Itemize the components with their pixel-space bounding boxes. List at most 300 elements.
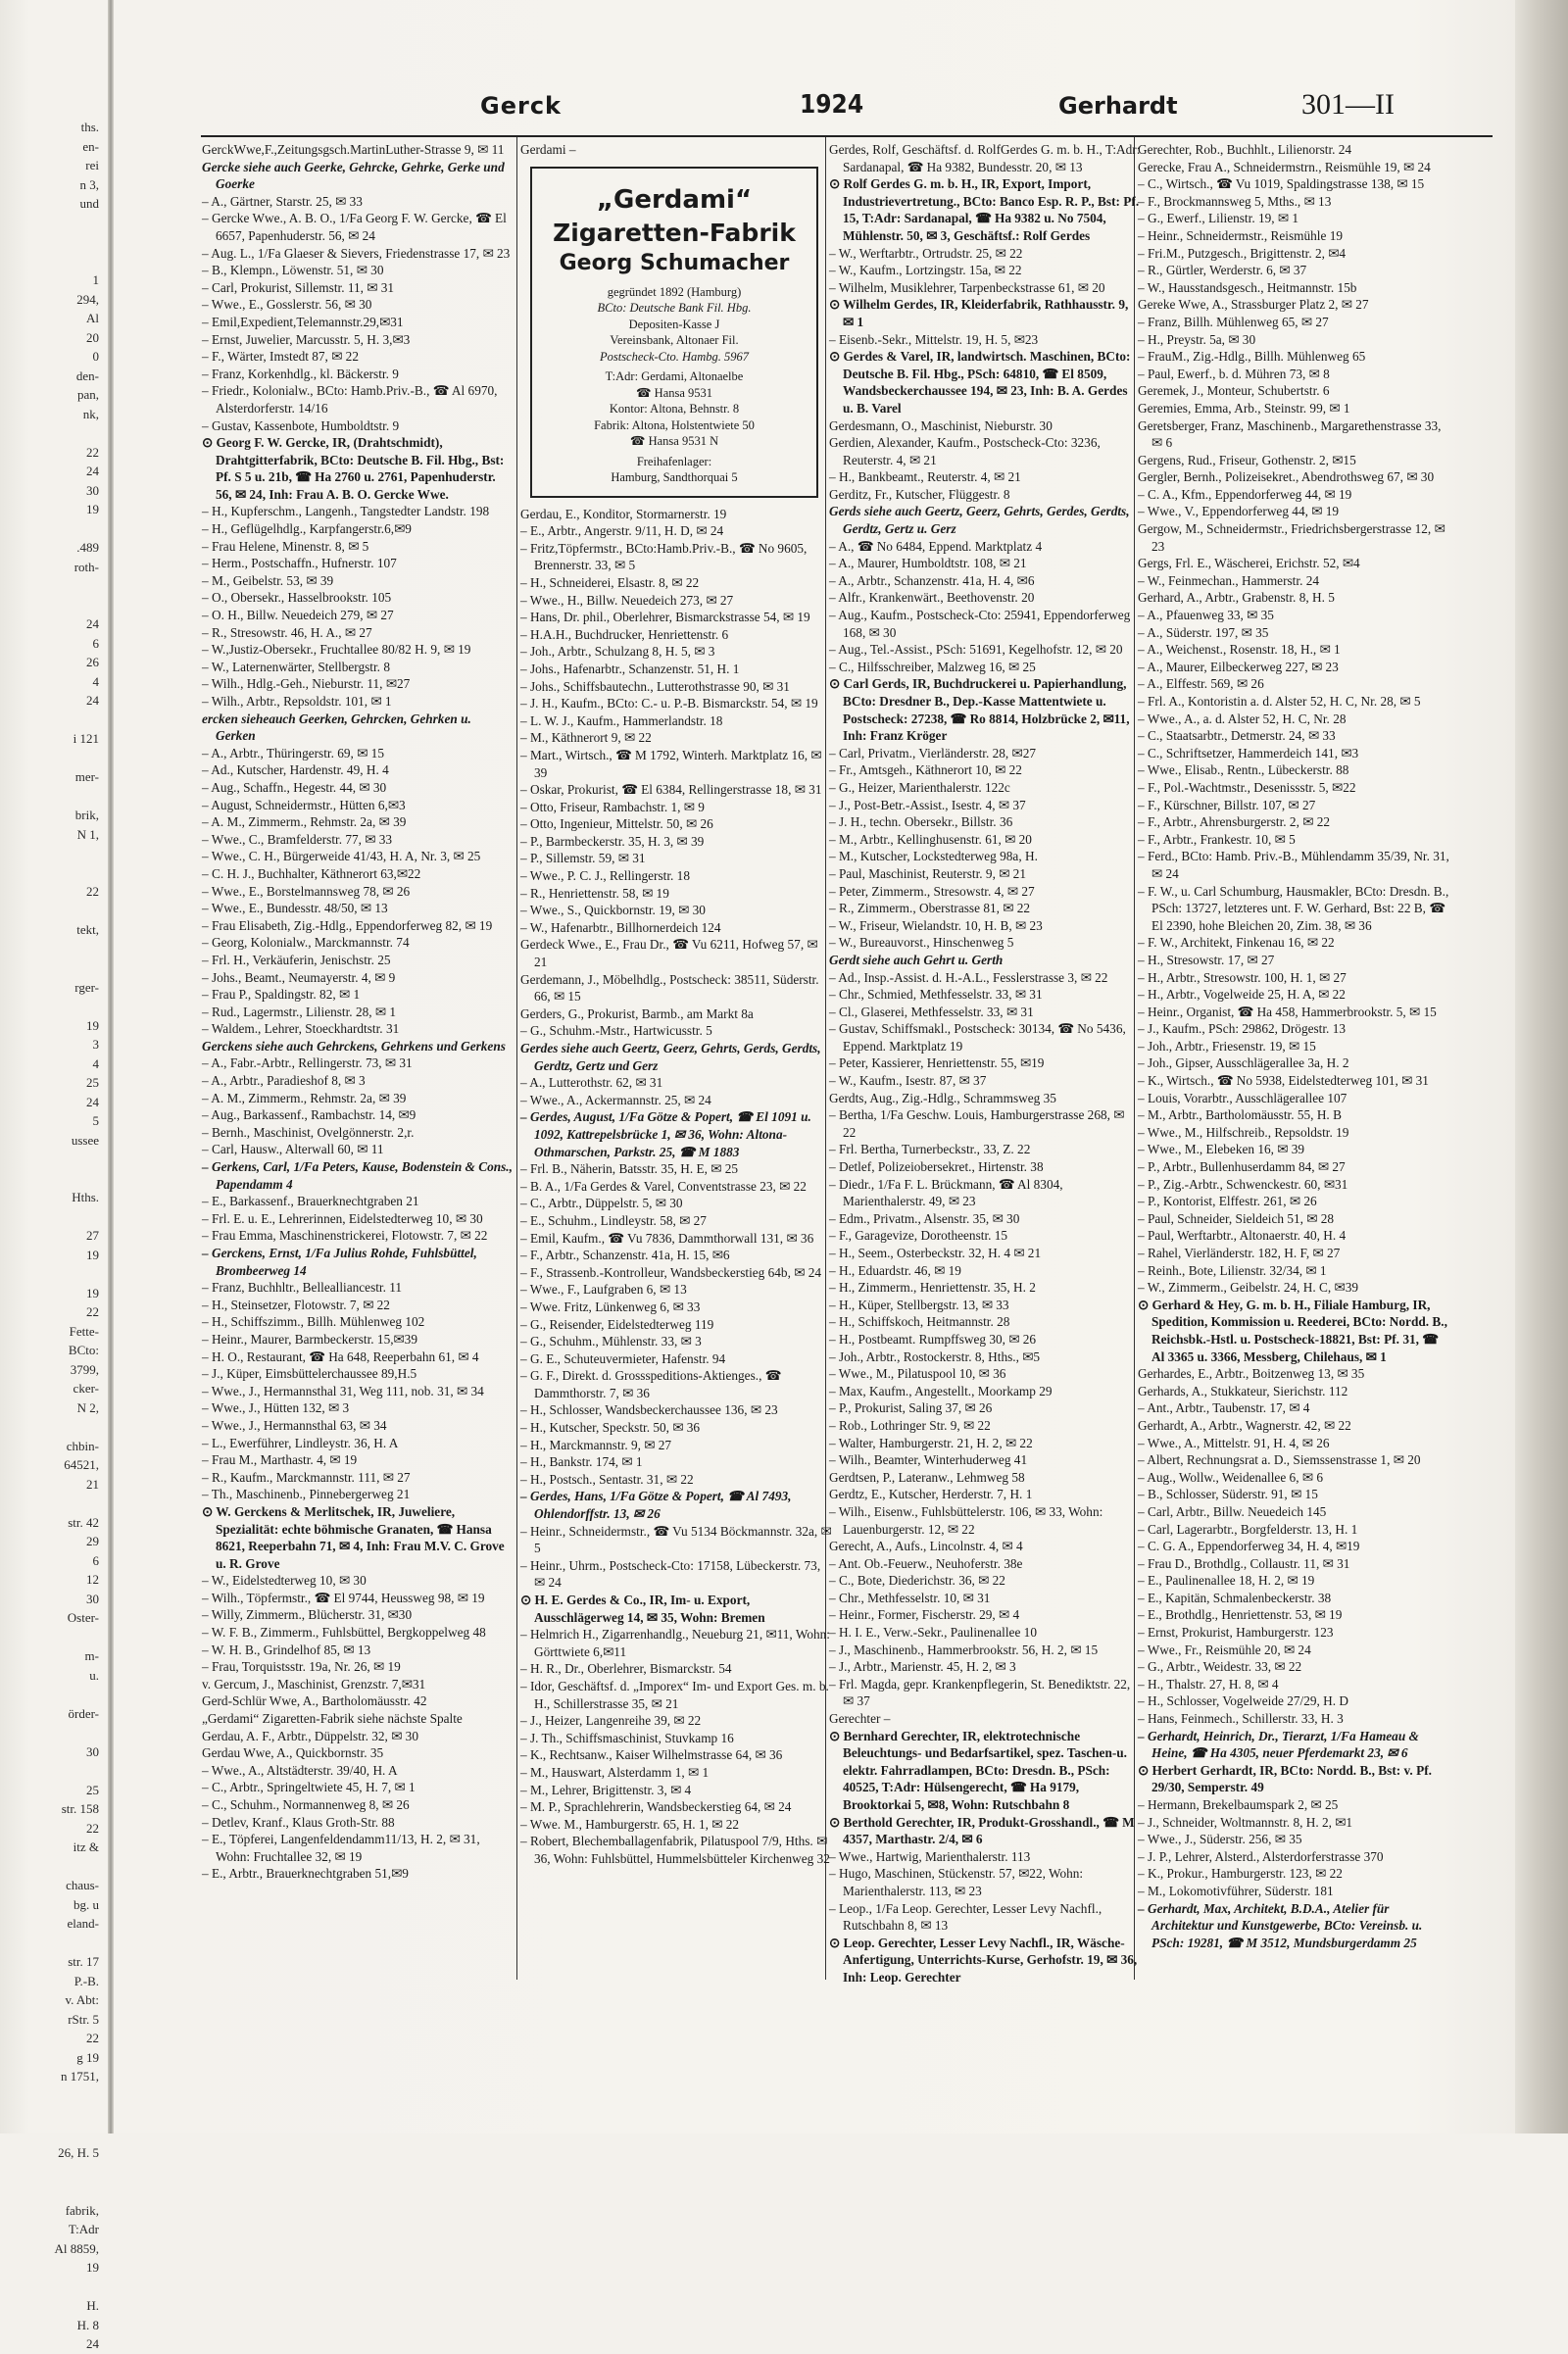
directory-entry: – L. W. J., Kaufm., Hammerlandstr. 18	[520, 712, 723, 728]
directory-entry: Gerditz, Fr., Kutscher, Flüggestr. 8	[829, 486, 1010, 502]
directory-entry: – A., Maurer, Humboldtstr. 108, ✉ 21	[829, 556, 1027, 571]
directory-entry: – Chr., Schmied, Methfesselstr. 33, ✉ 31	[829, 987, 1043, 1003]
left-fragment-line	[0, 232, 103, 252]
left-fragment-line: Fette-	[69, 1323, 99, 1339]
directory-entry: – Wwe., Fr., Reismühle 20, ✉ 24	[1138, 1642, 1311, 1657]
directory-entry: – A., Elffestr. 569, ✉ 26	[1138, 676, 1264, 692]
directory-entry: – Wwe., J., Hütten 132, ✉ 3	[202, 1400, 350, 1416]
left-fragment-line: brik,	[74, 808, 99, 822]
directory-entry: – Diedr., 1/Fa F. L. Brückmann, ☎ Al 8304, Marienthalerstr. 49, ✉ 23	[829, 1176, 1063, 1209]
directory-column-4	[1138, 141, 1449, 1974]
directory-entry: – Peter, Zimmerm., Stresowstr. 4, ✉ 27	[829, 883, 1035, 899]
directory-entry: – A., Arbtr., Paradieshof 8, ✉ 3	[202, 1073, 366, 1089]
directory-entry: – C., Bote, Diederichstr. 36, ✉ 22	[829, 1573, 1005, 1589]
left-fragment-line: m-	[84, 1648, 99, 1663]
directory-entry: – W., Hafenarbtr., Billhornerdeich 124	[520, 919, 721, 935]
directory-entry: – J. H., techn. Obersekr., Billstr. 36	[829, 814, 1013, 830]
directory-entry: – C. H. J., Buchhalter, Käthnerort 63,✉22	[202, 865, 421, 881]
directory-entry: – Carl, Privatm., Vierländerstr. 28, ✉27	[829, 745, 1036, 760]
directory-entry: – Walter, Hamburgerstr. 21, H. 2, ✉ 22	[829, 1435, 1033, 1450]
left-fragment-line	[0, 1169, 103, 1189]
directory-entry: – C., Arbtr., Springeltwiete 45, H. 7, ✉ 1	[202, 1780, 416, 1795]
left-fragment-line: den-	[75, 368, 99, 383]
left-fragment-line: 6	[92, 635, 99, 651]
directory-column-1	[202, 141, 514, 1974]
directory-entry: – Willy, Zimmerm., Blücherstr. 31, ✉30	[202, 1607, 413, 1623]
directory-entry: – Frau Emma, Maschinenstrickerei, Flotowstr. 7, ✉ 22	[202, 1228, 488, 1244]
directory-entry: – E., Brothdlg., Henriettenstr. 53, ✉ 19	[1138, 1607, 1343, 1623]
directory-entry: Gercke siehe auch Geerke, Gehrcke, Gehrke, Gerke und Goerke	[202, 159, 505, 192]
directory-entry: Gerechter, Rob., Buchhlt., Lilienorstr. 24	[1138, 142, 1352, 157]
directory-entry: Gerdemann, J., Möbelhdlg., Postscheck: 38511, Süderstr. 66, ✉ 15	[520, 971, 819, 1005]
directory-entry: – R., Zimmerm., Oberstrasse 81, ✉ 22	[829, 901, 1031, 916]
directory-entry: – B., Klempn., Löwenstr. 51, ✉ 30	[202, 263, 384, 278]
directory-entry: – Frl. E. u. E., Lehrerinnen, Eidelstedterweg 10, ✉ 30	[202, 1210, 483, 1226]
directory-entry: Gergow, M., Schneidermstr., Friedrichsbergerstrasse 12, ✉ 23	[1138, 521, 1446, 554]
directory-entry: – Carl, Prokurist, Sillemstr. 11, ✉ 31	[202, 279, 395, 295]
left-fragment-line: 5	[92, 1113, 99, 1128]
directory-entry: Gerhardt, A., Arbtr., Wagnerstr. 42, ✉ 22	[1138, 1417, 1351, 1433]
directory-entry: – W. H. B., Grindelhof 85, ✉ 13	[202, 1642, 371, 1657]
directory-entry: – H. R., Dr., Oberlehrer, Bismarckstr. 54	[520, 1661, 732, 1677]
directory-entry: – W.,Justiz-Obersekr., Fruchtallee 80/82 H. 9, ✉ 19	[202, 642, 471, 658]
left-fragment-line: rStr. 5	[68, 2011, 99, 2027]
directory-entry: – W., Eidelstedterweg 10, ✉ 30	[202, 1573, 367, 1589]
directory-entry: – Ant., Arbtr., Taubenstr. 17, ✉ 4	[1138, 1400, 1310, 1416]
directory-entry: – Hermann, Brekelbaumspark 2, ✉ 25	[1138, 1797, 1339, 1812]
directory-entry: – Franz, Buchhltr., Bellealliancestr. 11	[202, 1280, 403, 1296]
left-fragment-line: 20	[86, 329, 99, 345]
directory-entry: – H., Schlosser, Wandsbeckerchaussee 136, ✉ 23	[520, 1402, 778, 1418]
directory-entry: – G. F., Direkt. d. Grossspeditions-Aktienges., ☎ Dammthorstr. 7, ✉ 36	[520, 1368, 782, 1400]
directory-entry: – Oskar, Prokurist, ☎ El 6384, Rellingerstrasse 18, ✉ 31	[520, 782, 822, 798]
left-fragment-line	[0, 2086, 103, 2106]
directory-entry: – H. I. E., Verw.-Sekr., Paulinenallee 10	[829, 1625, 1037, 1641]
directory-entry: – G. E., Schuteuvermieter, Hafenstr. 94	[520, 1350, 726, 1366]
directory-entry: – Rob., Lothringer Str. 9, ✉ 22	[829, 1417, 991, 1433]
directory-entry: Gerecht, A., Aufs., Lincolnstr. 4, ✉ 4	[829, 1539, 1023, 1554]
directory-entry: – F., Brockmannsweg 5, Mths., ✉ 13	[1138, 193, 1332, 209]
directory-entry: – Fritz,Töpfermstr., BCto:Hamb.Priv.-B., ☎ No 9605, Brennerstr. 33, ✉ 5	[520, 540, 808, 573]
directory-entry: – Johs., Schiffsbautechn., Lutterothstrasse 90, ✉ 31	[520, 678, 790, 694]
directory-entry: Gerhardes, E., Arbtr., Boitzenweg 13, ✉ 35	[1138, 1366, 1365, 1382]
directory-entry: – Georg, Kolonialw., Marckmannstr. 74	[202, 935, 410, 951]
directory-entry: – Herm., Postschaffn., Hufnerstr. 107	[202, 556, 397, 571]
directory-entry: – C., Wirtsch., ☎ Vu 1019, Spaldingstrasse 138, ✉ 15	[1138, 176, 1425, 192]
directory-entry: – Franz, Korkenhdlg., kl. Bäckerstr. 9	[202, 366, 399, 381]
directory-entry: – H., Steinsetzer, Flotowstr. 7, ✉ 22	[202, 1297, 390, 1312]
directory-entry: Gerdes, Rolf, Geschäftsf. d. RolfGerdes G. m. b. H., T:Adr: Sardanapal, ☎ Ha 9382, Bundesstr. 20, ✉ 13	[829, 142, 1141, 174]
directory-entry: – Franz, Billh. Mühlenweg 65, ✉ 27	[1138, 314, 1329, 329]
left-fragment-line	[0, 787, 103, 807]
directory-entry: – Alfr., Krankenwärt., Beethovenstr. 20	[829, 590, 1035, 606]
left-fragment-line: N 2,	[76, 1399, 99, 1415]
directory-entry: Gerechter –	[829, 1711, 891, 1727]
left-fragment-line: 25	[86, 1782, 99, 1797]
directory-entry: – F., Kürschner, Billstr. 107, ✉ 27	[1138, 797, 1316, 812]
directory-entry: – Wwe., C. H., Bürgerweide 41/43, H. A, Nr. 3, ✉ 25	[202, 849, 481, 864]
left-fragment-line: 22	[86, 444, 99, 460]
directory-entry: – E., Barkassenf., Brauerknechtgraben 21	[202, 1194, 419, 1209]
left-fragment-line	[0, 997, 103, 1016]
directory-entry: – Frl. H., Verkäuferin, Jenischstr. 25	[202, 952, 391, 967]
directory-entry: – Frl. Magda, gepr. Krankenpflegerin, St. Benediktstr. 22, ✉ 37	[829, 1676, 1131, 1709]
left-fragment-line	[0, 1628, 103, 1647]
directory-entry: – H., Arbtr., Stresowstr. 100, H. 1, ✉ 27	[1138, 969, 1347, 985]
directory-entry: – Joh., Arbtr., Rostockerstr. 8, Hths., ✉5	[829, 1349, 1041, 1364]
directory-entry: – W., Laternenwärter, Stellbergstr. 8	[202, 659, 390, 674]
directory-entry: – J., Schneider, Woltmannstr. 8, H. 2, ✉1	[1138, 1814, 1353, 1830]
directory-entry: – Ernst, Juwelier, Marcusstr. 5, H. 3,✉3	[202, 331, 411, 347]
directory-entry: – F. W., Architekt, Finkenau 16, ✉ 22	[1138, 935, 1335, 951]
directory-entry: – Ernst, Prokurist, Hamburgerstr. 123	[1138, 1625, 1334, 1641]
left-fragment-line: 30	[86, 482, 99, 498]
directory-entry: – Wwe. Fritz, Lünkenweg 6, ✉ 33	[520, 1299, 701, 1314]
directory-entry: – Gerdes, Hans, 1/Fa Götze & Popert, ☎ Al 7493, Ohlendorffstr. 13, ✉ 26	[520, 1489, 792, 1522]
left-fragment-line: T:Adr	[68, 2222, 99, 2236]
directory-entry: – Wilhelm, Musiklehrer, Tarpenbeckstrasse 61, ✉ 20	[829, 279, 1105, 295]
directory-entry: – H., Geflügelhdlg., Karpfangerstr.6,✉9	[202, 521, 412, 537]
directory-entry: – M., Hauswart, Alsterdamm 1, ✉ 1	[520, 1764, 710, 1780]
directory-entry: – Rahel, Vierländerstr. 182, H. F, ✉ 27	[1138, 1246, 1341, 1260]
directory-entry: Gerdesmann, O., Maschinist, Nieburstr. 30	[829, 417, 1053, 433]
directory-entry: – W., Zimmerm., Geibelstr. 24, H. C, ✉39	[1138, 1280, 1358, 1296]
left-fragment-line: str. 42	[68, 1514, 99, 1530]
left-fragment-line: 3	[92, 1037, 99, 1052]
directory-entry: – Max, Kaufm., Angestellt., Moorkamp 29	[829, 1383, 1053, 1398]
directory-entry: – W., Feinmechan., Hammerstr. 24	[1138, 572, 1320, 588]
directory-entry: – Wwe., Hartwig, Marienthalerstr. 113	[829, 1848, 1031, 1864]
directory-entry: – Cl., Glaserei, Methfesselstr. 33, ✉ 31	[829, 1004, 1034, 1019]
directory-entry: – Aug., Barkassenf., Rambachstr. 14, ✉9	[202, 1107, 416, 1123]
left-fragment-line	[0, 2278, 103, 2297]
directory-entry: – Joh., Gipser, Ausschlägerallee 3a, H. 2	[1138, 1055, 1349, 1071]
directory-entry: – H., Eduardstr. 46, ✉ 19	[829, 1262, 961, 1278]
directory-entry: – Johs., Beamt., Neumayerstr. 4, ✉ 9	[202, 969, 396, 985]
directory-entry: – A., ☎ No 6484, Eppend. Marktplatz 4	[829, 538, 1043, 554]
directory-entry: – J. Th., Schiffsmaschinist, Stuvkamp 16	[520, 1730, 734, 1745]
directory-entry: Gerdeck Wwe., E., Frau Dr., ☎ Vu 6211, Hofweg 57, ✉ 21	[520, 937, 818, 970]
left-fragment-line: Oster-	[67, 1610, 99, 1625]
left-fragment-line: 1	[92, 272, 99, 287]
directory-entry: – Rud., Lagermstr., Lilienstr. 28, ✉ 1	[202, 1004, 397, 1019]
directory-entry: – F., Arbtr., Schanzenstr. 41a, H. 15, ✉6	[520, 1248, 730, 1263]
directory-entry: – Heinr., Schneidermstr., ☎ Vu 5134 Böckmannstr. 32a, ✉ 5	[520, 1523, 832, 1556]
directory-entry: – G., Arbtr., Weidestr. 33, ✉ 22	[1138, 1659, 1302, 1675]
directory-entry: Gerdien, Alexander, Kaufm., Postscheck-Cto: 3236, Reuterstr. 4, ✉ 21	[829, 435, 1101, 467]
left-fragment-line: 30	[86, 1591, 99, 1606]
directory-entry: – H., Preystr. 5a, ✉ 30	[1138, 331, 1256, 347]
directory-entry: – H., Marckmannstr. 9, ✉ 27	[520, 1437, 672, 1452]
left-fragment-line: 22	[86, 884, 99, 899]
directory-entry: – Ferd., BCto: Hamb. Priv.-B., Mühlendamm 35/39, Nr. 31, ✉ 24	[1138, 849, 1449, 881]
directory-entry: – C. A., Kfm., Eppendorferweg 44, ✉ 19	[1138, 486, 1352, 502]
left-fragment-line: 29	[86, 1534, 99, 1548]
directory-entry: – Gerhardt, Max, Architekt, B.D.A., Atelier für Architektur und Kunstgewerbe, BCto: Vereinsb. u. PSch: 19281, ☎ M 3512, Mundsburgerdamm 25	[1138, 1900, 1423, 1950]
directory-entry: – Wwe., M., Pilatuspool 10, ✉ 36	[829, 1366, 1006, 1382]
left-fragment-line: str. 17	[68, 1954, 99, 1969]
directory-entry: – E., Töpferei, Langenfeldendamm11/13, H. 2, ✉ 31, Wohn: Fruchtallee 32, ✉ 19	[202, 1832, 480, 1864]
directory-entry: – W., Kaufm., Lortzingstr. 15a, ✉ 22	[829, 263, 1022, 278]
directory-entry: – G., Heizer, Marienthalerstr. 122c	[829, 779, 1010, 795]
directory-entry: Geremek, J., Monteur, Schubertstr. 6	[1138, 383, 1330, 399]
left-fragment-line: 6	[92, 1552, 99, 1568]
directory-entry: – Frau P., Spaldingstr. 82, ✉ 1	[202, 987, 361, 1003]
directory-entry: – G., Reisender, Eidelstedterweg 119	[520, 1316, 714, 1332]
left-fragment-line: 26, H. 5	[58, 2145, 99, 2160]
directory-entry: – W., Kaufm., Isestr. 87, ✉ 37	[829, 1073, 987, 1089]
directory-entry: – E., Kapitän, Schmalenbeckerstr. 38	[1138, 1590, 1332, 1605]
directory-entry: – Wwe., A., Mittelstr. 91, H. 4, ✉ 26	[1138, 1435, 1330, 1450]
directory-entry: – Aug. L., 1/Fa Glaeser & Sievers, Friedenstrasse 17, ✉ 23	[202, 245, 511, 261]
left-fragment-line: .489	[76, 540, 99, 555]
ad-bank: Vereinsbank, Altonaer Fil.	[610, 333, 739, 348]
directory-entry: – Gustav, Schiffsmakl., Postscheck: 30134, ☎ No 5436, Eppend. Marktplatz 19	[829, 1021, 1126, 1054]
directory-entry: – E., Arbtr., Angerstr. 9/11, H. D, ✉ 24	[520, 523, 724, 539]
directory-entry: Gereke Wwe, A., Strassburger Platz 2, ✉ 27	[1138, 297, 1369, 313]
header-year: 1924	[800, 90, 864, 120]
directory-entry: – C. G. A., Eppendorferweg 34, H. 4, ✉19	[1138, 1539, 1360, 1554]
directory-entry: – Wilh., Töpfermstr., ☎ El 9744, Heussweg 98, ✉ 19	[202, 1590, 485, 1605]
directory-entry: – H.A.H., Buchdrucker, Henriettenstr. 6	[520, 626, 729, 642]
directory-entry: ⊙ Herbert Gerhardt, IR, BCto: Nordd. B., Bst: v. Pf. 29/30, Semperstr. 49	[1138, 1762, 1432, 1795]
ad-brand: „Gerdami“	[596, 184, 753, 215]
directory-entry: – Frau, Torquistsstr. 19a, Nr. 26, ✉ 19	[202, 1659, 401, 1675]
directory-entry: – Hans, Dr. phil., Oberlehrer, Bismarckstrasse 54, ✉ 19	[520, 610, 810, 625]
directory-entry: – H., Kupferschm., Langenh., Tangstedter Landstr. 198	[202, 504, 490, 519]
left-fragment-line: 4	[92, 1055, 99, 1071]
ad-fabrik: Fabrik: Altona, Holstentwiete 50	[594, 417, 755, 432]
ad-title: Zigaretten-Fabrik	[553, 218, 796, 247]
directory-entry: – M. P., Sprachlehrerin, Wandsbeckerstieg 64, ✉ 24	[520, 1799, 792, 1815]
directory-entry: Gergens, Rud., Friseur, Gothenstr. 2, ✉15	[1138, 452, 1356, 467]
directory-entry: – Fri.M., Putzgesch., Brigittenstr. 2, ✉4	[1138, 245, 1347, 261]
directory-entry: Gergs, Frl. E., Wäscherei, Erichstr. 52, ✉4	[1138, 556, 1360, 571]
left-fragment-line: 12	[86, 1572, 99, 1587]
directory-entry: ⊙ Carl Gerds, IR, Buchdruckerei u. Papierhandlung, BCto: Dresdner B., Dep.-Kasse Mattentwiete u. Postscheck: 27238, ☎ Ro 8814, Holzbrücke 2, ✉11, Inh: Franz Kröger	[829, 676, 1130, 744]
left-fragment-line: N 1,	[76, 826, 99, 842]
directory-entry: – Heinr., Schneidermstr., Reismühle 19	[1138, 227, 1344, 243]
directory-entry: Gerd-Schlür Wwe, A., Bartholomäusstr. 42	[202, 1693, 427, 1709]
directory-entry: – Wilh., Beamter, Winterhuderweg 41	[829, 1452, 1028, 1468]
left-fragment-line: Al	[86, 311, 99, 325]
directory-entry: – M., Arbtr., Bartholomäusstr. 55, H. B	[1138, 1107, 1342, 1123]
directory-entry: ⊙ Rolf Gerdes G. m. b. H., IR, Export, Import, Industrievertretung., BCto: Banco Esp. R. P., Bst: Pf. 15, T:Adr: Sardanapal, ☎ Ha 9382 u. No 7504, Mühlenstr. 50, ✉ 3, Geschäftsf.: Rolf Gerdes	[829, 176, 1140, 243]
directory-entry: – Wwe., A., a. d. Alster 52, H. C, Nr. 28	[1138, 711, 1347, 726]
directory-entry: – Detlev, Kranf., Klaus Groth-Str. 88	[202, 1814, 395, 1830]
left-fragment-line: H. 8	[76, 2317, 99, 2332]
directory-entry: – H., Postsch., Sentastr. 31, ✉ 22	[520, 1471, 694, 1487]
directory-entry: – Wwe., J., Süderstr. 256, ✉ 35	[1138, 1832, 1302, 1847]
left-fragment-line: ths.	[80, 120, 99, 134]
directory-entry: – Gerhardt, Heinrich, Dr., Tierarzt, 1/Fa Hameau & Heine, ☎ Ha 4305, neuer Pferdemarkt 23, ✉ 6	[1138, 1728, 1419, 1761]
directory-entry: – O., Obersekr., Hasselbrookstr. 105	[202, 590, 392, 606]
directory-entry: – R., Henriettenstr. 58, ✉ 19	[520, 885, 669, 901]
left-fragment-line: i 121	[73, 731, 99, 746]
directory-entry: – A., Fabr.-Arbtr., Rellingerstr. 73, ✉ 31	[202, 1055, 413, 1071]
directory-entry: – Hans, Feinmech., Schillerstr. 33, H. 3	[1138, 1711, 1344, 1727]
directory-entry: – W., Hausstandsgesch., Heitmannstr. 15b	[1138, 279, 1357, 295]
directory-entry: Geretsberger, Franz, Maschinenb., Margarethenstrasse 33, ✉ 6	[1138, 417, 1442, 451]
directory-entry: – H., Bankstr. 174, ✉ 1	[520, 1454, 643, 1470]
directory-entry: – F. W., u. Carl Schumburg, Hausmakler, BCto: Dresdn. B., PSch: 13727, letzteres unt. F. W. Gerhard, Bst: 22 B, ☎ El 2390, hohe Bleichen 20, Zim. 38, ✉ 36	[1138, 883, 1449, 933]
left-fragment-line: Hths.	[72, 1190, 99, 1204]
left-fragment-line: 21	[86, 1476, 99, 1492]
directory-entry: ⊙ Georg F. W. Gercke, IR, (Drahtschmidt), Drahtgitterfabrik, BCto: Deutsche B. Fil. Hbg., Bst: Pf. S 5 u. 21b, ☎ Ha 2760 u. 2761, Papenhuderstr. 56, ✉ 24, Inh: Frau A. B. O. Gercke Wwe.	[202, 435, 505, 502]
left-fragment-line: 24	[86, 693, 99, 708]
left-fragment-line: 24	[86, 1094, 99, 1109]
left-fragment-line	[0, 1494, 103, 1513]
directory-entry: – G., Schuhm., Mühlenstr. 33, ✉ 3	[520, 1334, 702, 1349]
left-fragment-line	[0, 1761, 103, 1781]
directory-entry: – P., Arbtr., Bullenhuserdamm 84, ✉ 27	[1138, 1159, 1346, 1175]
directory-entry: Gerders, G., Prokurist, Barmb., am Markt 8a	[520, 1005, 754, 1021]
left-fragment-line: str. 158	[61, 1801, 99, 1816]
directory-entry: – Wwe., M., Hilfschreib., Repsoldstr. 19	[1138, 1124, 1349, 1140]
gerdami-advertisement	[530, 167, 818, 498]
directory-entry: – B. A., 1/Fa Gerdes & Varel, Conventstrasse 23, ✉ 22	[520, 1178, 807, 1194]
directory-entry: Gerecke, Frau A., Schneidermstrn., Reismühle 19, ✉ 24	[1138, 159, 1431, 174]
directory-entry: – Frl. B., Näherin, Batsstr. 35, H. E, ✉ 25	[520, 1161, 739, 1177]
directory-entry: – H., Kutscher, Speckstr. 50, ✉ 36	[520, 1420, 701, 1436]
left-fragment-line	[0, 1934, 103, 1953]
directory-entry: – Paul, Ewerf., b. d. Mühren 73, ✉ 8	[1138, 366, 1330, 381]
directory-entry: – W. F. B., Zimmerm., Fuhlsbüttel, Bergkoppelweg 48	[202, 1625, 486, 1641]
directory-entry: – W., Bureauvorst., Hinschenweg 5	[829, 935, 1014, 951]
left-fragment-line: mer-	[74, 769, 99, 784]
directory-entry: – H., Zimmerm., Henriettenstr. 35, H. 2	[829, 1280, 1036, 1296]
directory-entry: – Reinh., Bote, Lilienstr. 32/34, ✉ 1	[1138, 1262, 1327, 1278]
directory-entry: – Paul, Werftarbtr., Altonaerstr. 40, H. 4	[1138, 1228, 1347, 1244]
left-fragment-line: und	[79, 196, 99, 211]
directory-entry: – R., Kaufm., Marckmannstr. 111, ✉ 27	[202, 1469, 411, 1485]
directory-entry: ⊙ Berthold Gerechter, IR, Produkt-Grosshandl., ☎ M 4357, Marthastr. 2/4, ✉ 6	[829, 1814, 1135, 1847]
ad-freihafen-label: Freihafenlager:	[636, 454, 712, 468]
left-fragment-line: pan,	[76, 387, 99, 402]
directory-entry: – Leop., 1/Fa Leop. Gerechter, Lesser Levy Nachfl., Rutschbahn 8, ✉ 13	[829, 1900, 1102, 1934]
left-fragment-line	[0, 2125, 103, 2144]
directory-entry: Gerdami –	[520, 142, 576, 157]
directory-entry: – E., Paulinenallee 18, H. 2, ✉ 19	[1138, 1573, 1315, 1589]
directory-entry: – Joh., Arbtr., Schulzang 8, H. 5, ✉ 3	[520, 644, 715, 660]
ad-telegram: T:Adr: Gerdami, Altonaelbe	[605, 369, 744, 384]
directory-entry: – K., Rechtsanw., Kaiser Wilhelmstrasse 64, ✉ 36	[520, 1747, 783, 1763]
directory-entry: – Idor, Geschäftsf. d. „Imporex“ Im- und Export Ges. m. b. H., Schillerstrasse 35, ✉ 21	[520, 1678, 829, 1711]
directory-entry: – J., Arbtr., Marienstr. 45, H. 2, ✉ 3	[829, 1659, 1016, 1675]
directory-entry: – G., Ewerf., Lilienstr. 19, ✉ 1	[1138, 211, 1299, 226]
book-fold	[108, 0, 114, 2133]
left-fragment-line: rger-	[74, 979, 99, 995]
directory-entry: Gerdau, E., Konditor, Stormarnerstr. 19	[520, 506, 727, 521]
left-fragment-line: 19	[86, 1247, 99, 1262]
left-fragment-line	[0, 596, 103, 615]
directory-entry: – Wwe., E., Bundesstr. 48/50, ✉ 13	[202, 901, 388, 916]
directory-entry: – August, Schneidermstr., Hütten 6,✉3	[202, 797, 406, 812]
directory-entry: – A., Arbtr., Thüringerstr. 69, ✉ 15	[202, 745, 384, 760]
left-fragment-line: 0	[92, 349, 99, 364]
directory-entry: – Wwe., A., Ackermannstr. 25, ✉ 24	[520, 1092, 711, 1107]
directory-entry: – J., Küper, Eimsbüttelerchaussee 89,H.5	[202, 1366, 417, 1382]
directory-entry: – Wilh., Eisenw., Fuhlsbüttelerstr. 106, ✉ 33, Wohn: Lauenburgerstr. 12, ✉ 22	[829, 1503, 1103, 1537]
directory-entry: – Gerdes, August, 1/Fa Götze & Popert, ☎ El 1091 u. 1092, Kattrepelsbrücke 1, ✉ 36, Wohn: Altona-Othmarschen, Parkstr. 25, ☎ M 1883	[520, 1109, 811, 1159]
left-fragment-line	[0, 1723, 103, 1742]
directory-entry: – P., Barmbeckerstr. 35, H. 3, ✉ 39	[520, 833, 705, 849]
left-fragment-line	[0, 252, 103, 271]
directory-entry: – J., Post-Betr.-Assist., Isestr. 4, ✉ 37	[829, 797, 1026, 812]
directory-entry: – M., Käthnerort 9, ✉ 22	[520, 730, 652, 746]
directory-entry: – H., Schneiderei, Elsastr. 8, ✉ 22	[520, 574, 700, 590]
directory-entry: – Wwe., S., Quickbornstr. 19, ✉ 30	[520, 903, 706, 918]
directory-entry: – H., Arbtr., Vogelweide 25, H. A, ✉ 22	[1138, 987, 1346, 1003]
directory-entry: – A., Maurer, Eilbeckerweg 227, ✉ 23	[1138, 659, 1339, 674]
directory-entry: – Hugo, Maschinen, Stückenstr. 57, ✉22, Wohn: Marienthalerstr. 113, ✉ 23	[829, 1866, 1084, 1898]
left-fragment-line: 64521,	[64, 1457, 99, 1472]
left-fragment-line: 25	[86, 1075, 99, 1090]
directory-entry: – A., Gärtner, Starstr. 25, ✉ 33	[202, 193, 363, 209]
directory-entry: – F., Pol.-Wachtmstr., Desenissstr. 5, ✉22	[1138, 779, 1356, 795]
directory-entry: – H., Stresowstr. 17, ✉ 27	[1138, 952, 1275, 967]
left-fragment-line	[0, 1685, 103, 1704]
column-divider	[516, 137, 517, 1980]
left-fragment-line: bg. u	[74, 1896, 99, 1912]
directory-entry: – Paul, Schneider, Sieldeich 51, ✉ 28	[1138, 1210, 1335, 1226]
directory-entry: – O. H., Billw. Neuedeich 279, ✉ 27	[202, 608, 394, 623]
left-fragment-line: 27	[86, 1228, 99, 1243]
directory-entry: – C., Hilfsschreiber, Malzweg 16, ✉ 25	[829, 659, 1036, 674]
directory-entry: – F., Wärter, Imstedt 87, ✉ 22	[202, 349, 359, 365]
ad-freihafen-address: Hamburg, Sandthorquai 5	[611, 470, 738, 485]
directory-entry: ercken sieheauch Geerken, Gehrcken, Gehrken u. Gerken	[202, 711, 471, 744]
directory-entry: – W., Friseur, Wielandstr. 10, H. B, ✉ 23	[829, 917, 1043, 933]
directory-entry: – Robert, Blechemballagenfabrik, Pilatuspool 7/9, Hths. ✉ 36, Wohn: Fuhlsbüttel, Hummelsbütteler Kirchenweg 32	[520, 1834, 830, 1866]
directory-entry: – Ad., Insp.-Assist. d. H.-A.L., Fesslerstrasse 3, ✉ 22	[829, 969, 1108, 985]
left-fragment-line	[0, 749, 103, 768]
directory-entry: ⊙ H. E. Gerdes & Co., IR, Im- u. Export, Ausschlägerweg 14, ✉ 35, Wohn: Bremen	[520, 1593, 765, 1625]
directory-entry: – G., Schuhm.-Mstr., Hartwicusstr. 5	[520, 1023, 712, 1039]
directory-entry: – Gerckens, Ernst, 1/Fa Julius Rohde, Fuhlsbüttel, Brombeerweg 14	[202, 1246, 477, 1278]
directory-entry: Gergler, Bernh., Polizeisekret., Abendrothsweg 67, ✉ 30	[1138, 469, 1435, 485]
directory-entry: Gerdau Wwe, A., Quickbornstr. 35	[202, 1745, 384, 1761]
left-fragment-line: rei	[85, 158, 99, 172]
ad-postcheck: Postscheck-Cto. Hambg. 5967	[599, 349, 750, 364]
left-fragment-line	[0, 1857, 103, 1877]
directory-entry: – H., Seem., Osterbeckstr. 32, H. 4 ✉ 21	[829, 1246, 1042, 1260]
directory-entry: – J., Maschinenb., Hammerbrookstr. 56, H. 2, ✉ 15	[829, 1642, 1099, 1657]
left-fragment-line	[0, 423, 103, 443]
left-fragment-line: P.-B.	[74, 1973, 99, 1988]
directory-entry: – Carl, Hausw., Alterwall 60, ✉ 11	[202, 1142, 384, 1157]
directory-entry: – Heinr., Former, Fischerstr. 29, ✉ 4	[829, 1607, 1020, 1623]
ad-kontor: Kontor: Altona, Behnstr. 8	[609, 402, 740, 417]
directory-entry: – F., Arbtr., Frankestr. 10, ✉ 5	[1138, 831, 1296, 847]
directory-entry: – F., Arbtr., Ahrensburgerstr. 2, ✉ 22	[1138, 814, 1330, 830]
left-fragment-line	[0, 844, 103, 863]
directory-entry: – H., Schiffszimm., Billh. Mühlenweg 102	[202, 1314, 425, 1330]
directory-entry: Gerds siehe auch Geertz, Geerz, Gehrts, Gerdes, Gerdts, Gerdtz, Gertz u. Gerz	[829, 504, 1130, 537]
directory-entry: – Heinr., Organist, ☎ Ha 458, Hammerbrookstr. 5, ✉ 15	[1138, 1004, 1437, 1019]
directory-entry: – Wwe., Elisab., Rentn., Lübeckerstr. 88	[1138, 762, 1349, 778]
directory-entry: – Frau Elisabeth, Zig.-Hdlg., Eppendorferweg 82, ✉ 19	[202, 917, 493, 933]
directory-entry: Gerdtz, E., Kutscher, Herderstr. 7, H. 1	[829, 1487, 1033, 1502]
left-fragment-line: roth-	[74, 559, 99, 574]
directory-entry: – F., Garagevize, Dorotheenstr. 15	[829, 1228, 1008, 1244]
directory-entry: Gerdau, A. F., Arbtr., Düppelstr. 32, ✉ 30	[202, 1728, 418, 1743]
directory-entry: – P., Prokurist, Saling 37, ✉ 26	[829, 1400, 993, 1416]
directory-entry: – W., Werftarbtr., Ortrudstr. 25, ✉ 22	[829, 245, 1023, 261]
directory-entry: ⊙ Gerdes & Varel, IR, landwirtsch. Maschinen, BCto: Deutsche B. Fil. Hbg., PSch: 64810, ☎ El 8509, Wandsbeckerchaussee 194, ✉ 23, Inh: B. A. Gerdes u. B. Varel	[829, 349, 1131, 416]
header-right-word: Gerhardt	[1058, 92, 1178, 120]
left-fragment-line: 19	[86, 1017, 99, 1033]
